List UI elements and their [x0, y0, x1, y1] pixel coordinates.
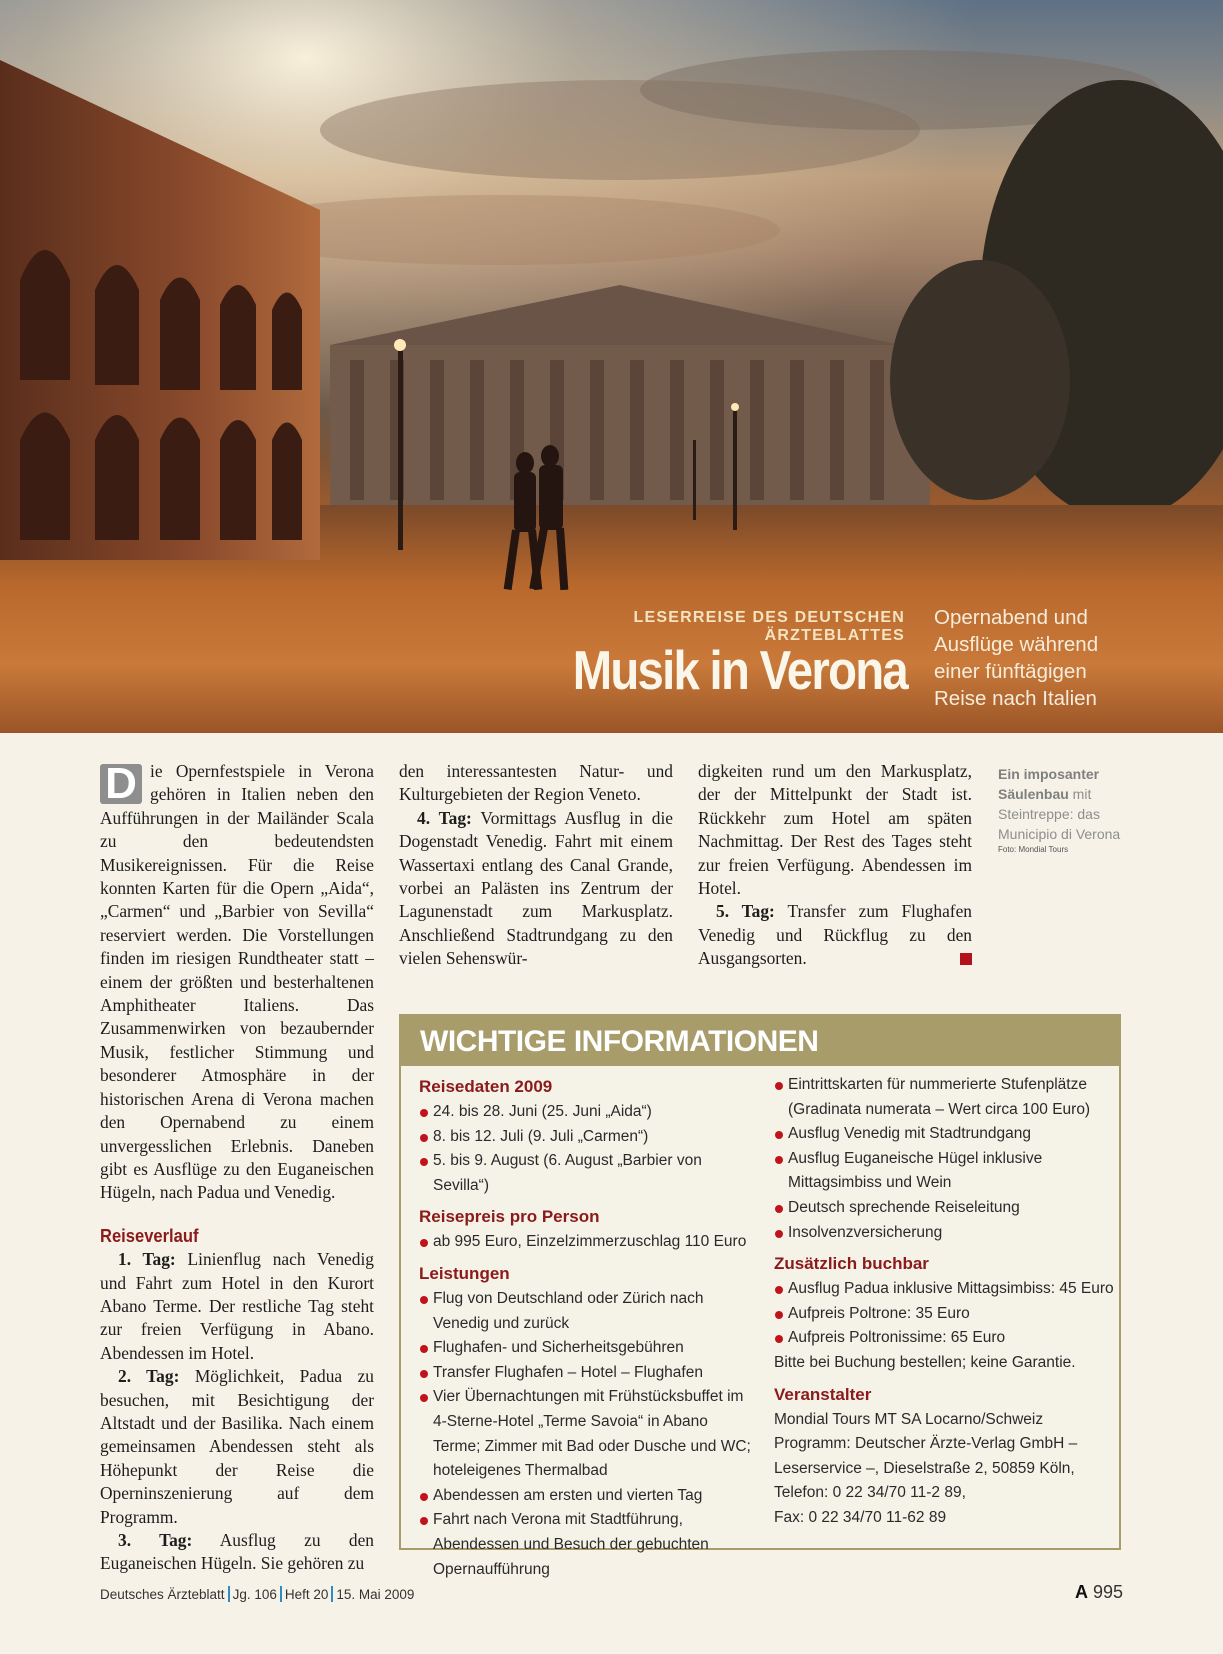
- day-3-paragraph: [100, 1529, 374, 1576]
- page-footer: [100, 1586, 414, 1602]
- end-mark-icon: [960, 953, 972, 965]
- day-label: 4. Tag:: [417, 807, 472, 828]
- list-item: Flug von Deutschland oder Zürich nach Venedig und zurück: [419, 1287, 759, 1336]
- day-4-continued: digkeiten rund um den Markusplatz, der der Mittelpunkt der Stadt ist. Rückkehr zum Hotel am späten Nachmittag. Der Rest des Tages steht zur freien Verfügung. Abendessen im Hotel.: [698, 761, 972, 899]
- day-text: Linienflug nach Venedig und Fahrt zum Hotel in den Kurort Abano Terme. Der restliche Tag steht zur freien Verfügung in Abano. Abendessen im Hotel.: [100, 1249, 374, 1363]
- footer-separator: [280, 1586, 282, 1602]
- list-item: Eintrittskarten für nummerierte Stufenplätze (Gradinata numerata – Wert circa 100 Euro): [774, 1073, 1114, 1122]
- list-item: Deutsch sprechende Reiseleitung: [774, 1196, 1114, 1221]
- reisepreis-list: [419, 1230, 759, 1255]
- reisepreis-heading: Reisepreis pro Person: [419, 1207, 600, 1227]
- leistungen-list: [419, 1287, 759, 1582]
- info-box-right-column: [774, 1073, 1114, 1531]
- subtitle-line: Opernabend und: [934, 606, 1088, 629]
- day-label: 5. Tag:: [716, 901, 775, 922]
- list-item: Ausflug Euganeische Hügel inklusive Mittagsimbiss und Wein: [774, 1147, 1114, 1196]
- zusaetzlich-heading: Zusätzlich buchbar: [774, 1254, 929, 1274]
- list-item: Fahrt nach Verona mit Stadtführung, Abendessen und Besuch der gebuchten Opernaufführung: [419, 1508, 759, 1582]
- list-item: Ausflug Venedig mit Stadtrundgang: [774, 1122, 1114, 1147]
- subtitle-line: Ausflüge während: [934, 633, 1099, 656]
- intro-paragraph: [100, 760, 374, 1205]
- list-item: 24. bis 28. Juni (25. Juni „Aida“): [419, 1100, 759, 1125]
- day-5-paragraph: [698, 900, 972, 970]
- footer-separator: [331, 1586, 333, 1602]
- page-number: [1075, 1582, 1123, 1603]
- subtitle-line: Reise nach Italien: [934, 687, 1097, 710]
- info-box-left-column: [419, 1073, 759, 1582]
- list-item: ab 995 Euro, Einzelzimmerzuschlag 110 Euro: [419, 1230, 759, 1255]
- intro-text: ie Opernfestspiele in Verona gehören in Italien neben den Aufführungen in der Mailänder Scala zu den bedeutendsten Musikereignissen. Für die Reise konnten Karten für die Opern „Aida“, „Carmen“ und „Barbier von Sevilla“ reserviert werden. Die Vorstellungen finden im riesigen Rundtheater statt – einem der größten und besterhaltenen Amphitheater Italiens. Das Zusammenwirken von bezaubernder Musik, festlicher Stimmung und besonderer Atmosphäre in der historischen Arena di Verona machen den Opernabend zu einem unvergesslichen Erlebnis. Daneben gibt es Ausflüge zu den Euganeischen Hügeln, nach Padua und Venedig.: [100, 761, 374, 1203]
- veranstalter-line: Telefon: 0 22 34/70 11-2 89,: [774, 1484, 966, 1502]
- page-prefix: A: [1074, 1582, 1088, 1602]
- caption-bold: Ein imposanter Säulenbau: [998, 766, 1100, 802]
- photo-caption: [998, 764, 1138, 856]
- article-column-2: [399, 760, 673, 971]
- day-text: Vormittags Ausflug in die Dogenstadt Venedig. Fahrt mit einem Wassertaxi entlang des Canal Grande, vorbei an Palästen ins Zentrum der Lagunenstadt zum Markusplatz. Anschließend Stadtrundgang zu den vielen Sehenswür-: [399, 807, 673, 969]
- hero-photo: [0, 0, 1223, 733]
- article-kicker: LESERREISE DES DEUTSCHEN ÄRZTEBLATTES: [633, 609, 905, 644]
- day-text: Möglichkeit, Padua zu besuchen, mit Besichtigung der Altstadt und der Basilika. Nach einem gemeinsamen Abendessen steht als Höhepunkt der Reise die Operninszenierung auf dem Programm.: [100, 1366, 374, 1527]
- list-item: Abendessen am ersten und vierten Tag: [419, 1484, 759, 1509]
- list-item: 5. bis 9. August (6. August „Barbier von Sevilla“): [419, 1149, 759, 1198]
- list-item: 8. bis 12. Juli (9. Juli „Carmen“): [419, 1125, 759, 1150]
- journal-name: Deutsches Ärzteblatt: [100, 1587, 225, 1602]
- article-column-3: [698, 760, 972, 971]
- day-2-paragraph: [100, 1365, 374, 1529]
- veranstalter-line: Fax: 0 22 34/70 11-62 89: [774, 1508, 947, 1526]
- subtitle-line: einer fünftägigen: [934, 660, 1087, 683]
- day-3-continued: den interessantesten Natur- und Kulturgebieten der Region Veneto.: [399, 761, 673, 805]
- list-item: Aufpreis Poltronissime: 65 Euro: [774, 1326, 1114, 1351]
- day-text: Ausflug zu den Euganeischen Hügeln. Sie gehören zu: [100, 1530, 374, 1574]
- day-1-paragraph: [100, 1248, 374, 1365]
- list-item: Vier Übernachtungen mit Frühstücksbuffet im 4-Sterne-Hotel „Terme Savoia“ in Abano Terme; Zimmer mit Bad oder Dusche und WC; hoteleigenes Thermalbad: [419, 1385, 759, 1483]
- journal-date: 15. Mai 2009: [336, 1587, 415, 1602]
- day-label: 1. Tag:: [118, 1249, 176, 1270]
- list-item: Flughafen- und Sicherheitsgebühren: [419, 1336, 759, 1361]
- page-number-value: 995: [1092, 1582, 1123, 1602]
- list-item: Aufpreis Poltrone: 35 Euro: [774, 1302, 1114, 1327]
- day-label: 3. Tag:: [118, 1530, 193, 1550]
- zusaetzlich-list: [774, 1277, 1114, 1351]
- journal-volume: Jg. 106: [232, 1587, 277, 1602]
- list-item: Transfer Flughafen – Hotel – Flughafen: [419, 1361, 759, 1386]
- list-item: Insolvenzversicherung: [774, 1221, 1114, 1246]
- info-box: [399, 1014, 1121, 1578]
- veranstalter-heading: Veranstalter: [774, 1384, 872, 1404]
- article-title: Musik in Verona: [572, 639, 907, 701]
- leistungen-list-continued: [774, 1073, 1114, 1245]
- day-4-paragraph: [399, 807, 673, 971]
- article-column-1: [100, 760, 374, 1576]
- photo-credit: Foto: Mondial Tours: [998, 845, 1069, 854]
- veranstalter-line: Programm: Deutscher Ärzte-Verlag GmbH –: [774, 1435, 1078, 1453]
- caption-text: mit Steintreppe: das Municipio di Verona: [998, 786, 1121, 842]
- reisedaten-list: [419, 1100, 759, 1198]
- reisedaten-heading: Reisedaten 2009: [419, 1077, 553, 1096]
- section-heading: Reiseverlauf: [100, 1225, 199, 1246]
- day-text: Transfer zum Flughafen Venedig und Rückflug zu den Ausgangsorten.: [698, 901, 972, 969]
- veranstalter-line: Leserservice –, Dieselstraße 2, 50859 Köln,: [774, 1459, 1075, 1477]
- footer-separator: [228, 1586, 230, 1602]
- article-subtitle: [934, 604, 1204, 712]
- info-box-title: WICHTIGE INFORMATIONEN: [401, 1016, 1119, 1066]
- day-label: 2. Tag:: [118, 1366, 180, 1387]
- veranstalter-line: Mondial Tours MT SA Locarno/Schweiz: [774, 1410, 1044, 1428]
- list-item: Ausflug Padua inklusive Mittagsimbiss: 45 Euro: [774, 1277, 1114, 1302]
- zusaetzlich-note: Bitte bei Buchung bestellen; keine Garantie.: [774, 1353, 1076, 1371]
- drop-cap: D: [100, 764, 142, 804]
- leistungen-heading: Leistungen: [419, 1263, 510, 1283]
- journal-issue: Heft 20: [284, 1587, 329, 1602]
